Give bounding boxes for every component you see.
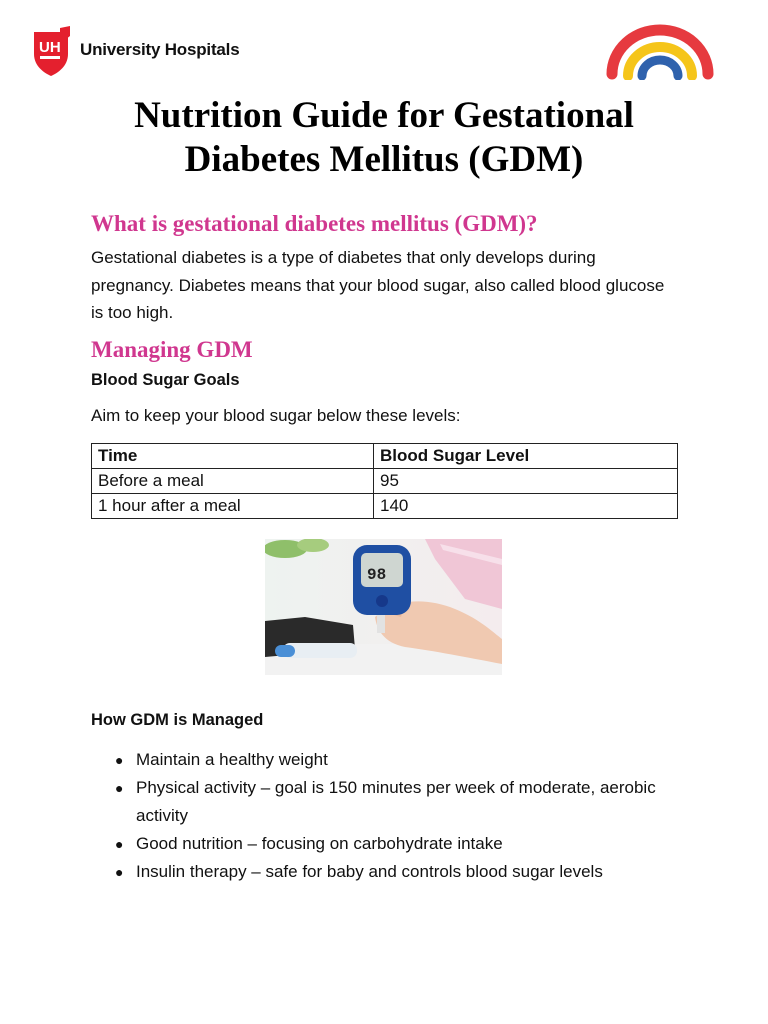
table-cell-level: 140 [374, 494, 678, 519]
list-item [91, 774, 691, 830]
title-line-2: Diabetes Mellitus (GDM) [184, 139, 584, 180]
list-item [91, 830, 691, 858]
table-header-time: Time [92, 444, 374, 469]
table-cell-time: 1 hour after a meal [92, 494, 374, 519]
list-item-text: Physical activity – goal is 150 minutes per week of moderate, aerobic activity [136, 778, 656, 825]
title-line-1: Nutrition Guide for Gestational [134, 95, 634, 136]
university-hospitals-logo [16, 16, 246, 86]
org-name: University Hospitals [80, 40, 240, 59]
bullet-icon: ● [115, 752, 124, 768]
subheading-how-gdm-is-managed: How GDM is Managed [91, 711, 264, 729]
heading-managing-gdm: Managing GDM [91, 337, 253, 362]
list-item-text: Maintain a healthy weight [136, 750, 328, 769]
meter-reading: 98 [367, 566, 387, 584]
bullet-icon: ● [115, 864, 124, 880]
list-item-text: Insulin therapy – safe for baby and controls blood sugar levels [136, 862, 603, 881]
bullet-icon: ● [115, 780, 124, 796]
uh-shield-icon [30, 26, 76, 78]
list-item-text: Good nutrition – focusing on carbohydrate intake [136, 834, 503, 853]
page-title [0, 94, 768, 182]
table-row [92, 469, 678, 494]
aim-text: Aim to keep your blood sugar below these levels: [91, 406, 461, 425]
heading-what-is-gdm: What is gestational diabetes mellitus (GDM)? [91, 211, 538, 236]
table-cell-time: Before a meal [92, 469, 374, 494]
bullet-icon: ● [115, 836, 124, 852]
table-row [92, 494, 678, 519]
blood-sugar-goals-table [91, 443, 678, 519]
table-header-level: Blood Sugar Level [374, 444, 678, 469]
uh-letters: UH [39, 39, 61, 56]
rainbow-icon [604, 20, 716, 80]
list-item [91, 746, 691, 774]
table-header-row [92, 444, 678, 469]
subheading-blood-sugar-goals: Blood Sugar Goals [91, 371, 240, 389]
glucose-meter-photo [265, 539, 502, 675]
intro-paragraph: Gestational diabetes is a type of diabetes that only develops during pregnancy. Diabetes means that your blood sugar, also called blood glucose is too high. [91, 248, 665, 322]
list-item [91, 858, 691, 886]
management-list [91, 746, 691, 886]
table-cell-level: 95 [374, 469, 678, 494]
